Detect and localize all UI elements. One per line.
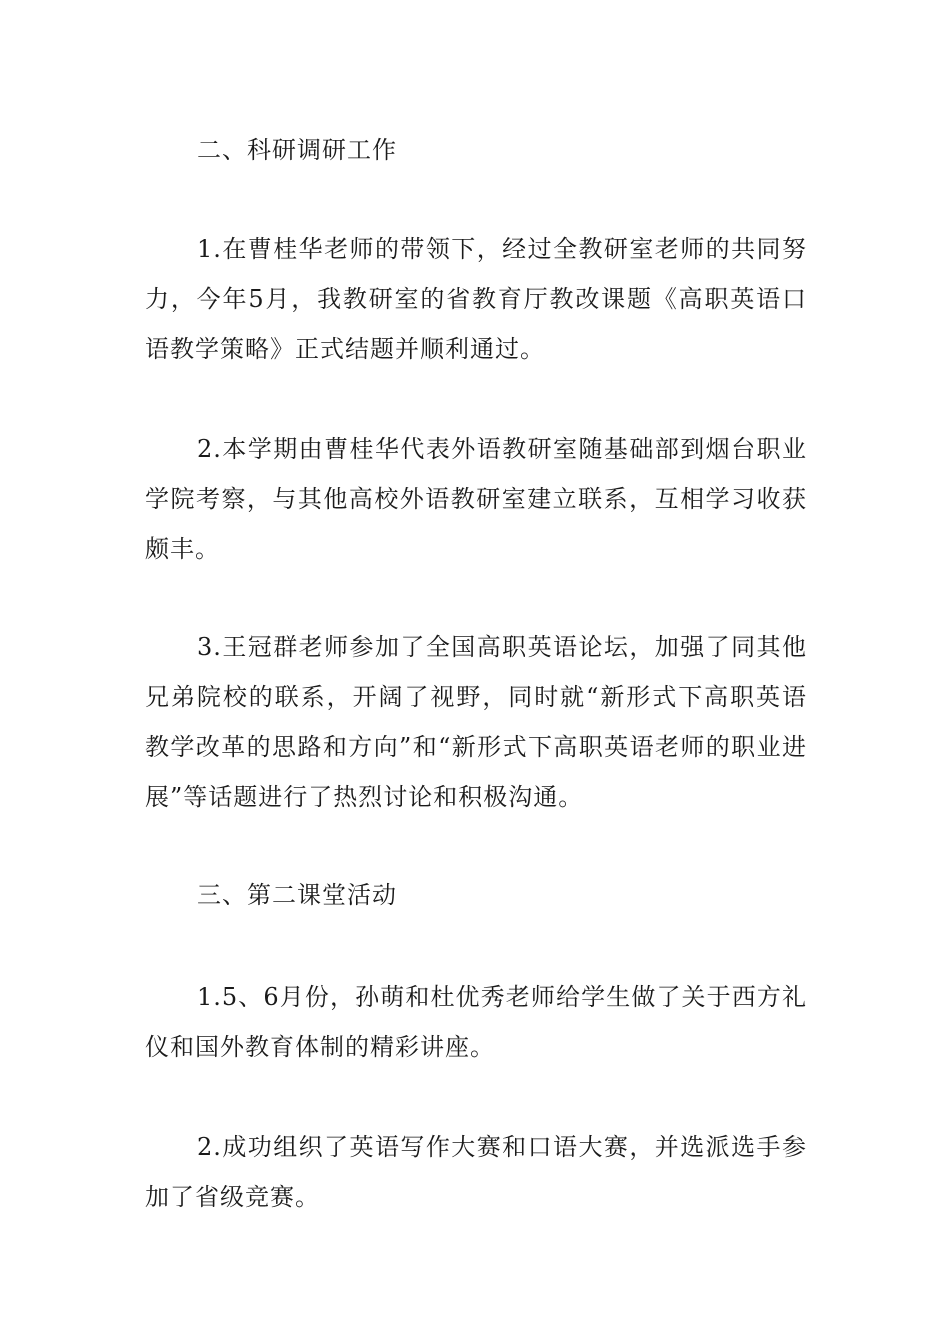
paragraph-research-item-1: 1.在曹桂华老师的带领下，经过全教研室老师的共同努力，今年5月，我教研室的省教育厅教改课题《高职英语口语教学策略》正式结题并顺利通过。: [145, 235, 807, 363]
section-heading-research: 二、科研调研工作: [197, 136, 397, 164]
paragraph-activity-item-1: 1.5、6月份，孙萌和杜优秀老师给学生做了关于西方礼仪和国外教育体制的精彩讲座。: [145, 983, 807, 1061]
paragraph-research-item-3: 3.王冠群老师参加了全国高职英语论坛，加强了同其他兄弟院校的联系，开阔了视野，同时就“新形式下高职英语教学改革的思路和方向”和“新形式下高职英语老师的职业进展”等话题进行了热烈讨论和积极沟通。: [145, 633, 807, 811]
section-heading-activities: 三、第二课堂活动: [197, 881, 397, 909]
paragraph-activity-item-2: 2.成功组织了英语写作大赛和口语大赛，并选派选手参加了省级竞赛。: [145, 1133, 807, 1211]
paragraph-research-item-2: 2.本学期由曹桂华代表外语教研室随基础部到烟台职业学院考察，与其他高校外语教研室建立联系，互相学习收获颇丰。: [145, 435, 807, 563]
